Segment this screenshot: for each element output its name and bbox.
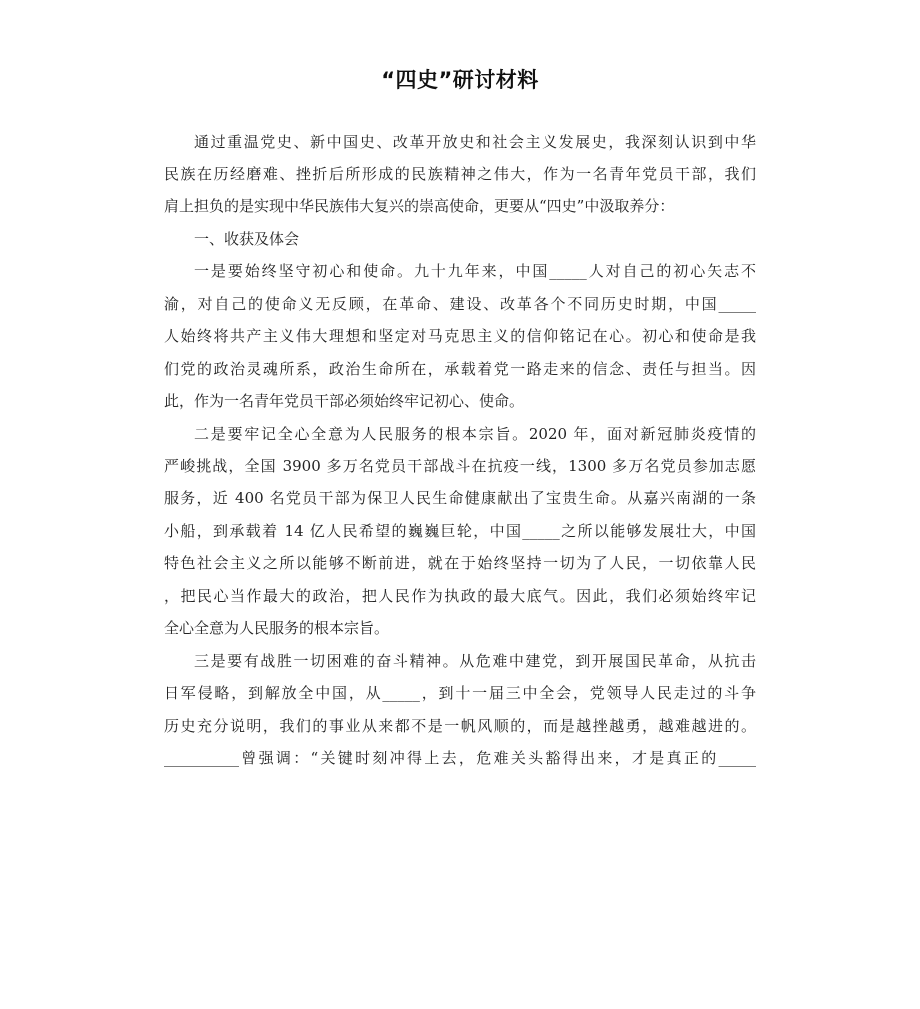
- paragraph-line: 肩上担负的是实现中华民族伟大复兴的崇高使命，更要从“四史”中汲取养分：: [164, 197, 675, 215]
- paragraph-line: 二是要牢记全心全意为人民服务的根本宗旨。2020 年，面对新冠肺炎疫情的: [194, 425, 756, 443]
- paragraph-line: ，把民心当作最大的政治，把人民作为执政的最大底气。因此，我们必须始终牢记: [164, 587, 756, 605]
- paragraph-line: 严峻挑战，全国 3900 多万名党员干部战斗在抗疫一线，1300 多万名党员参加志愿: [164, 457, 756, 475]
- paragraph-line: 民族在历经磨难、挫折后所形成的民族精神之伟大，作为一名青年党员干部，我们: [164, 165, 756, 183]
- paragraph-line: 人始终将共产主义伟大理想和坚定对马克思主义的信仰铭记在心。初心和使命是我: [164, 327, 756, 345]
- paragraph-line: 历史充分说明，我们的事业从来都不是一帆风顺的，而是越挫越勇，越难越进的。: [164, 717, 756, 735]
- paragraph-line: 通过重温党史、新中国史、改革开放史和社会主义发展史，我深刻认识到中华: [194, 133, 756, 151]
- paragraph-line: 全心全意为人民服务的根本宗旨。: [164, 619, 390, 637]
- paragraph-line: 服务，近 400 名党员干部为保卫人民生命健康献出了宝贵生命。从嘉兴南湖的一条: [164, 489, 756, 507]
- document-title: “四史”研讨材料: [381, 68, 539, 92]
- paragraph-line: 此，作为一名青年党员干部必须始终牢记初心、使命。: [164, 392, 525, 410]
- paragraph-line: 日军侵略，到解放全中国，从_____，到十一届三中全会，党领导人民走过的斗争: [164, 684, 756, 702]
- paragraph-line: 特色社会主义之所以能够不断前进，就在于始终坚持一切为了人民，一切依靠人民: [164, 554, 756, 572]
- paragraph-line: 渝，对自己的使命义无反顾，在革命、建设、改革各个不同历史时期，中国_____: [164, 295, 756, 313]
- paragraph-line: 小船，到承载着 14 亿人民希望的巍巍巨轮，中国_____之所以能够发展壮大，中国: [164, 522, 756, 540]
- paragraph-line: 们党的政治灵魂所系，政治生命所在，承载着党一路走来的信念、责任与担当。因: [164, 360, 756, 378]
- paragraph-line: 三是要有战胜一切困难的奋斗精神。从危难中建党，到开展国民革命，从抗击: [194, 652, 756, 670]
- paragraph-line: __________曾强调：“关键时刻冲得上去，危难关头豁得出来，才是真正的_____: [164, 749, 756, 767]
- paragraph-line: 一是要始终坚守初心和使命。九十九年来，中国_____人对自己的初心矢志不: [194, 262, 756, 280]
- section-heading: 一、收获及体会: [194, 230, 300, 248]
